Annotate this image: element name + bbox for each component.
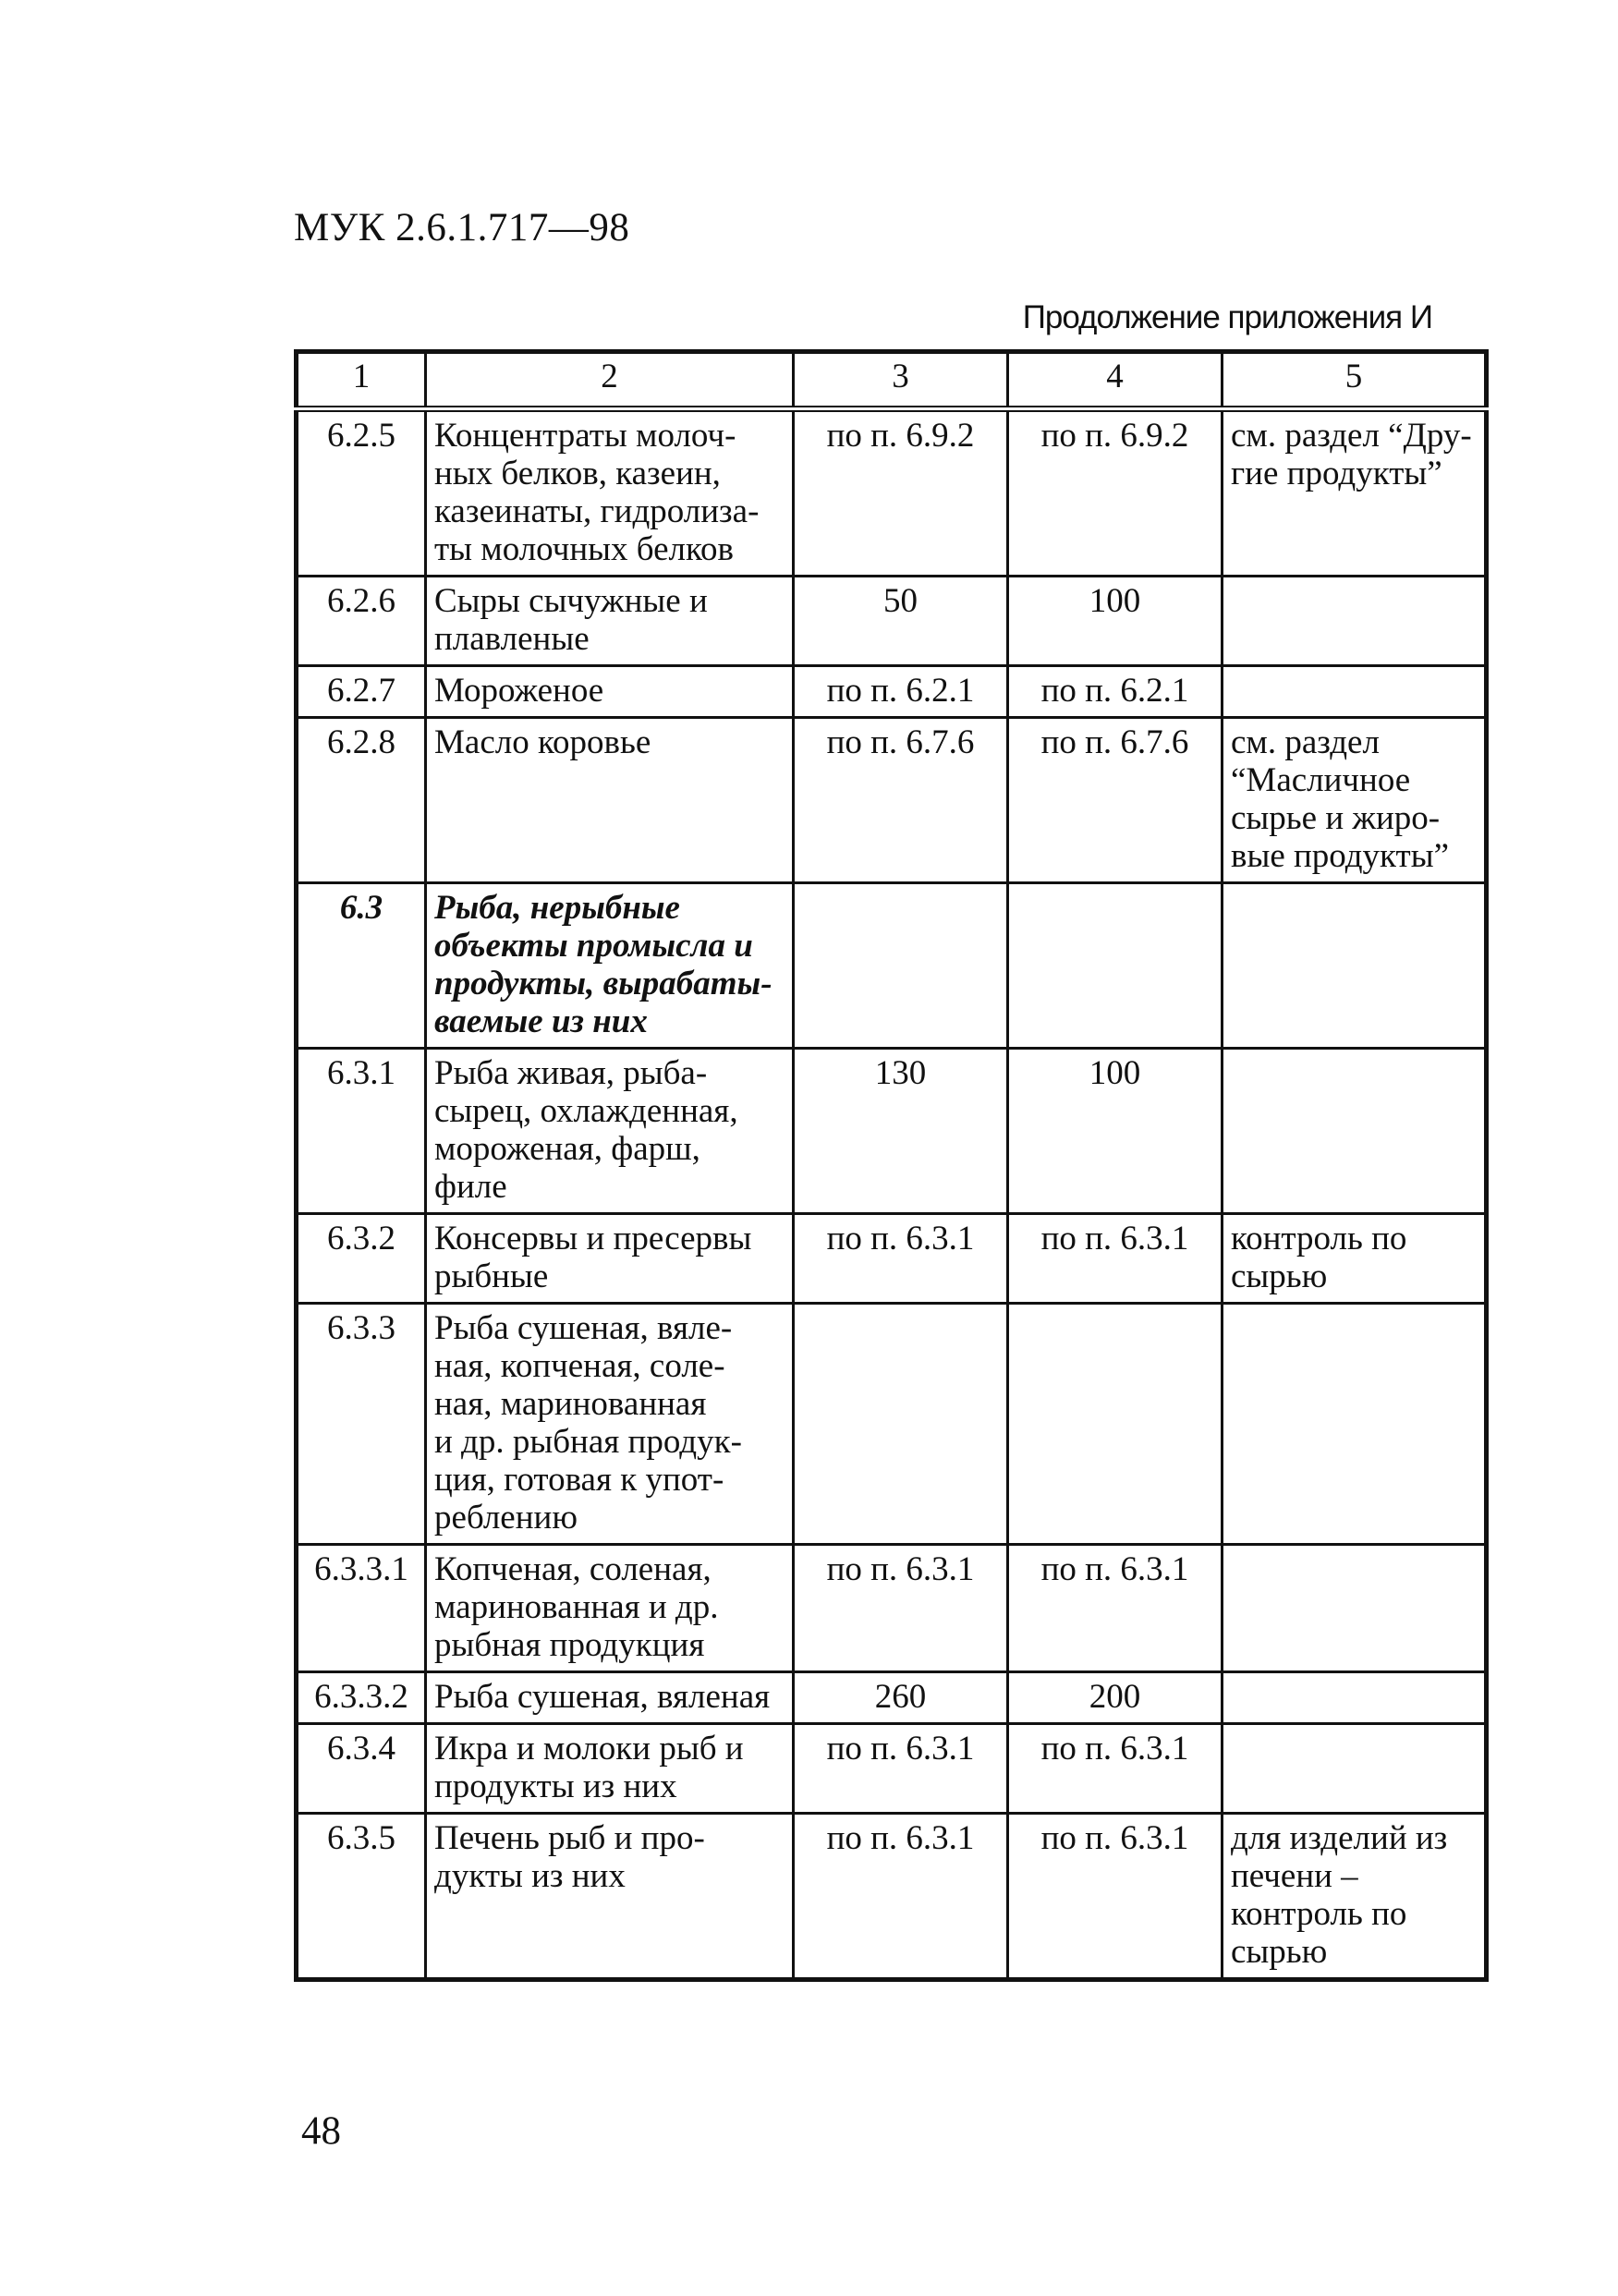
cell-item-number: 6.2.7 (297, 666, 426, 718)
table-row (297, 1214, 1487, 1304)
cell-value-col4 (1008, 883, 1223, 1049)
cell-item-number: 6.3.2 (297, 1214, 426, 1304)
cell-value-col3: 260 (794, 1672, 1008, 1724)
cell-note (1223, 1049, 1487, 1214)
cell-value-col3: 50 (794, 577, 1008, 666)
cell-product-name: Печень рыб и про- дукты из них (426, 1814, 794, 1980)
column-header: 3 (794, 352, 1008, 409)
document-code: МУК 2.6.1.717—98 (294, 206, 630, 249)
cell-item-number: 6.3.4 (297, 1724, 426, 1814)
cell-value-col4: 200 (1008, 1672, 1223, 1724)
cell-value-col3: по п. 6.2.1 (794, 666, 1008, 718)
cell-item-number: 6.3 (297, 883, 426, 1049)
cell-value-col3: по п. 6.7.6 (794, 718, 1008, 883)
table-row (297, 1672, 1487, 1724)
header-row (297, 352, 1487, 409)
table-row (297, 1049, 1487, 1214)
cell-item-number: 6.2.8 (297, 718, 426, 883)
cell-value-col4: по п. 6.2.1 (1008, 666, 1223, 718)
column-header: 2 (426, 352, 794, 409)
continuation-caption: Продолжение приложения И (1022, 299, 1432, 335)
cell-value-col4 (1008, 1304, 1223, 1545)
table-row (297, 1724, 1487, 1814)
cell-note (1223, 577, 1487, 666)
cell-value-col3: 130 (794, 1049, 1008, 1214)
cell-product-name: Рыба сушеная, вяленая (426, 1672, 794, 1724)
cell-note (1223, 1724, 1487, 1814)
cell-product-name: Мороженое (426, 666, 794, 718)
cell-value-col4: по п. 6.3.1 (1008, 1814, 1223, 1980)
cell-value-col3: по п. 6.9.2 (794, 409, 1008, 577)
cell-product-name: Икра и молоки рыб и продукты из них (426, 1724, 794, 1814)
cell-value-col3: по п. 6.3.1 (794, 1724, 1008, 1814)
table-row (297, 409, 1487, 577)
table-row (297, 577, 1487, 666)
table-row (297, 718, 1487, 883)
cell-value-col4: по п. 6.9.2 (1008, 409, 1223, 577)
cell-value-col4: 100 (1008, 1049, 1223, 1214)
cell-item-number: 6.2.5 (297, 409, 426, 577)
cell-item-number: 6.2.6 (297, 577, 426, 666)
appendix-table (294, 349, 1489, 1982)
column-header: 1 (297, 352, 426, 409)
cell-note: для изделий из печени – контроль по сырью (1223, 1814, 1487, 1980)
cell-note (1223, 1545, 1487, 1672)
cell-product-name: Рыба, нерыбные объекты промысла и продукты, вырабаты- ваемые из них (426, 883, 794, 1049)
table-body (297, 409, 1487, 1980)
cell-product-name: Концентраты молоч- ных белков, казеин, казеинаты, гидролиза- ты молочных белков (426, 409, 794, 577)
cell-value-col4: по п. 6.3.1 (1008, 1724, 1223, 1814)
cell-note (1223, 1304, 1487, 1545)
cell-item-number: 6.3.3.1 (297, 1545, 426, 1672)
table-row (297, 1545, 1487, 1672)
cell-note (1223, 883, 1487, 1049)
table-row (297, 666, 1487, 718)
cell-product-name: Масло коровье (426, 718, 794, 883)
cell-product-name: Рыба живая, рыба- сырец, охлажденная, мороженая, фарш, филе (426, 1049, 794, 1214)
cell-note (1223, 1672, 1487, 1724)
cell-product-name: Копченая, соленая, маринованная и др. рыбная продукция (426, 1545, 794, 1672)
cell-item-number: 6.3.3 (297, 1304, 426, 1545)
cell-value-col3: по п. 6.3.1 (794, 1814, 1008, 1980)
cell-note: контроль по сырью (1223, 1214, 1487, 1304)
cell-item-number: 6.3.3.2 (297, 1672, 426, 1724)
table-section-row (297, 883, 1487, 1049)
column-header: 4 (1008, 352, 1223, 409)
cell-value-col3 (794, 883, 1008, 1049)
cell-value-col3 (794, 1304, 1008, 1545)
cell-value-col4: по п. 6.7.6 (1008, 718, 1223, 883)
cell-note: см. раздел “Масличное сырье и жиро- вые продукты” (1223, 718, 1487, 883)
table-header (297, 352, 1487, 409)
cell-note (1223, 666, 1487, 718)
cell-product-name: Рыба сушеная, вяле- ная, копченая, соле- ная, маринованная и др. рыбная продук- ция, готовая к упот- реблению (426, 1304, 794, 1545)
cell-note: см. раздел “Дру- гие продукты” (1223, 409, 1487, 577)
cell-item-number: 6.3.1 (297, 1049, 426, 1214)
table-row (297, 1304, 1487, 1545)
cell-value-col4: по п. 6.3.1 (1008, 1214, 1223, 1304)
cell-product-name: Консервы и пресервы рыбные (426, 1214, 794, 1304)
page-number: 48 (301, 2109, 341, 2153)
cell-value-col3: по п. 6.3.1 (794, 1545, 1008, 1672)
cell-value-col4: 100 (1008, 577, 1223, 666)
table-row (297, 1814, 1487, 1980)
column-header: 5 (1223, 352, 1487, 409)
cell-product-name: Сыры сычужные и плавленые (426, 577, 794, 666)
cell-item-number: 6.3.5 (297, 1814, 426, 1980)
cell-value-col3: по п. 6.3.1 (794, 1214, 1008, 1304)
cell-value-col4: по п. 6.3.1 (1008, 1545, 1223, 1672)
